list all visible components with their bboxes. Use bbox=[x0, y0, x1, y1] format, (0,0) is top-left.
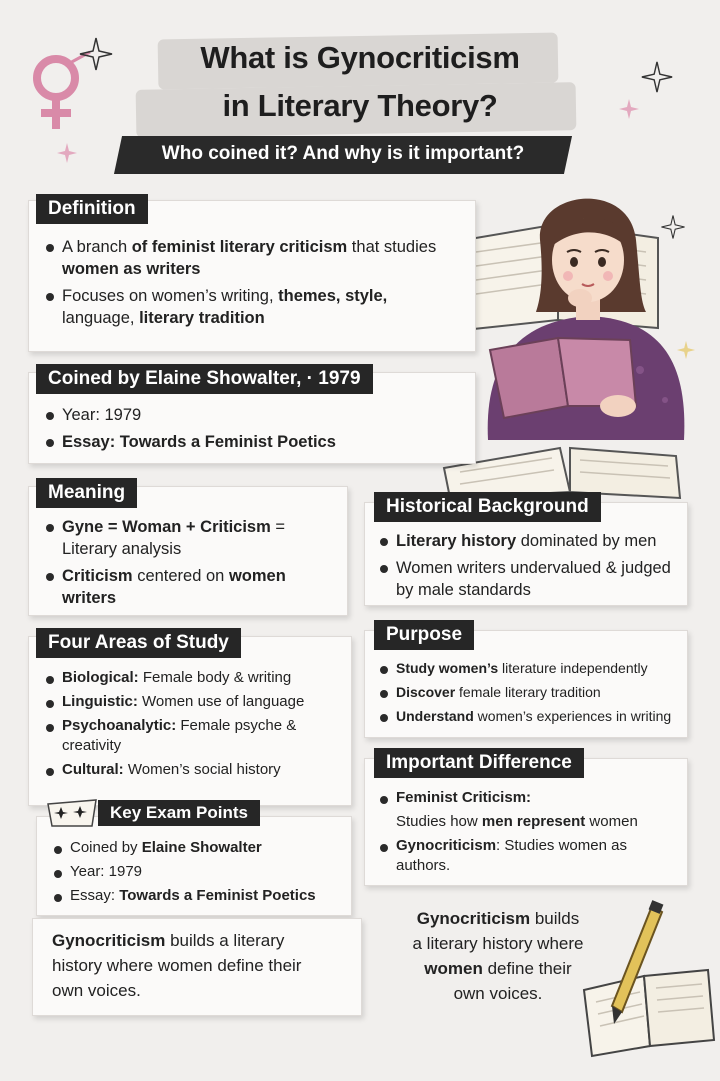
list-item: Coined by Elaine Showalter bbox=[50, 838, 350, 858]
list-item: Psychoanalytic: Female psyche & creativity bbox=[42, 716, 344, 756]
page-subtitle: Who coined it? And why is it important? bbox=[161, 143, 525, 164]
list-item: Feminist Criticism: Studies how men represent women bbox=[376, 788, 680, 832]
closing-right-text: Gynocriticism builds a literary history where women define their own voices. bbox=[412, 909, 584, 1003]
coined-list bbox=[42, 404, 462, 458]
list-item: Essay: Towards a Feminist Poetics bbox=[50, 886, 350, 906]
coined-header: Coined by Elaine Showalter, · 1979 bbox=[36, 364, 373, 394]
closing-left-text: Gynocriticism builds a literary history where women define their own voices. bbox=[52, 931, 302, 1000]
page-title-line2: in Literary Theory? bbox=[222, 88, 498, 123]
list-item: Essay: Towards a Feminist Poetics bbox=[42, 431, 462, 453]
list-item: Focuses on women’s writing, themes, style, language, literary tradition bbox=[42, 285, 462, 329]
list-item: Discover female literary tradition bbox=[376, 682, 692, 702]
sparkle-star-icon bbox=[56, 142, 78, 164]
list-item: Cultural: Women’s social history bbox=[42, 760, 344, 780]
list-item: Year: 1979 bbox=[42, 404, 462, 426]
purpose-list bbox=[376, 658, 692, 730]
list-item: Gyne = Woman + Criticism = Literary analysis bbox=[42, 516, 338, 560]
meaning-list bbox=[42, 516, 338, 614]
list-item: Understand women’s experiences in writing bbox=[376, 706, 692, 726]
list-item: Criticism centered on women writers bbox=[42, 565, 338, 609]
page-title-line1: What is Gynocriticism bbox=[200, 40, 520, 75]
list-item: Gynocriticism: Studies women as authors. bbox=[376, 836, 680, 876]
historical-list bbox=[376, 530, 680, 606]
definition-header: Definition bbox=[36, 194, 148, 224]
list-item: Biological: Female body & writing bbox=[42, 668, 344, 688]
list-item: Women writers undervalued & judged by male standards bbox=[376, 557, 680, 601]
pen-icon bbox=[600, 900, 670, 1030]
list-item: A branch of feminist literary criticism that studies women as writers bbox=[42, 236, 462, 280]
difference-list bbox=[376, 788, 680, 880]
purpose-header: Purpose bbox=[374, 620, 474, 650]
exam-header: Key Exam Points bbox=[98, 800, 260, 826]
difference-header: Important Difference bbox=[374, 748, 584, 778]
areas-list bbox=[42, 668, 344, 784]
list-item: Study women’s literature independently bbox=[376, 658, 692, 678]
woman-reading-illustration bbox=[440, 180, 700, 500]
areas-header: Four Areas of Study bbox=[36, 628, 241, 658]
exam-list bbox=[50, 838, 350, 910]
historical-header: Historical Background bbox=[374, 492, 601, 522]
list-item: Literary history dominated by men bbox=[376, 530, 680, 552]
list-item: Year: 1979 bbox=[50, 862, 350, 882]
meaning-header: Meaning bbox=[36, 478, 137, 508]
list-item: Linguistic: Women use of language bbox=[42, 692, 344, 712]
sparkle-star-icon bbox=[44, 796, 100, 830]
definition-list bbox=[42, 236, 462, 334]
